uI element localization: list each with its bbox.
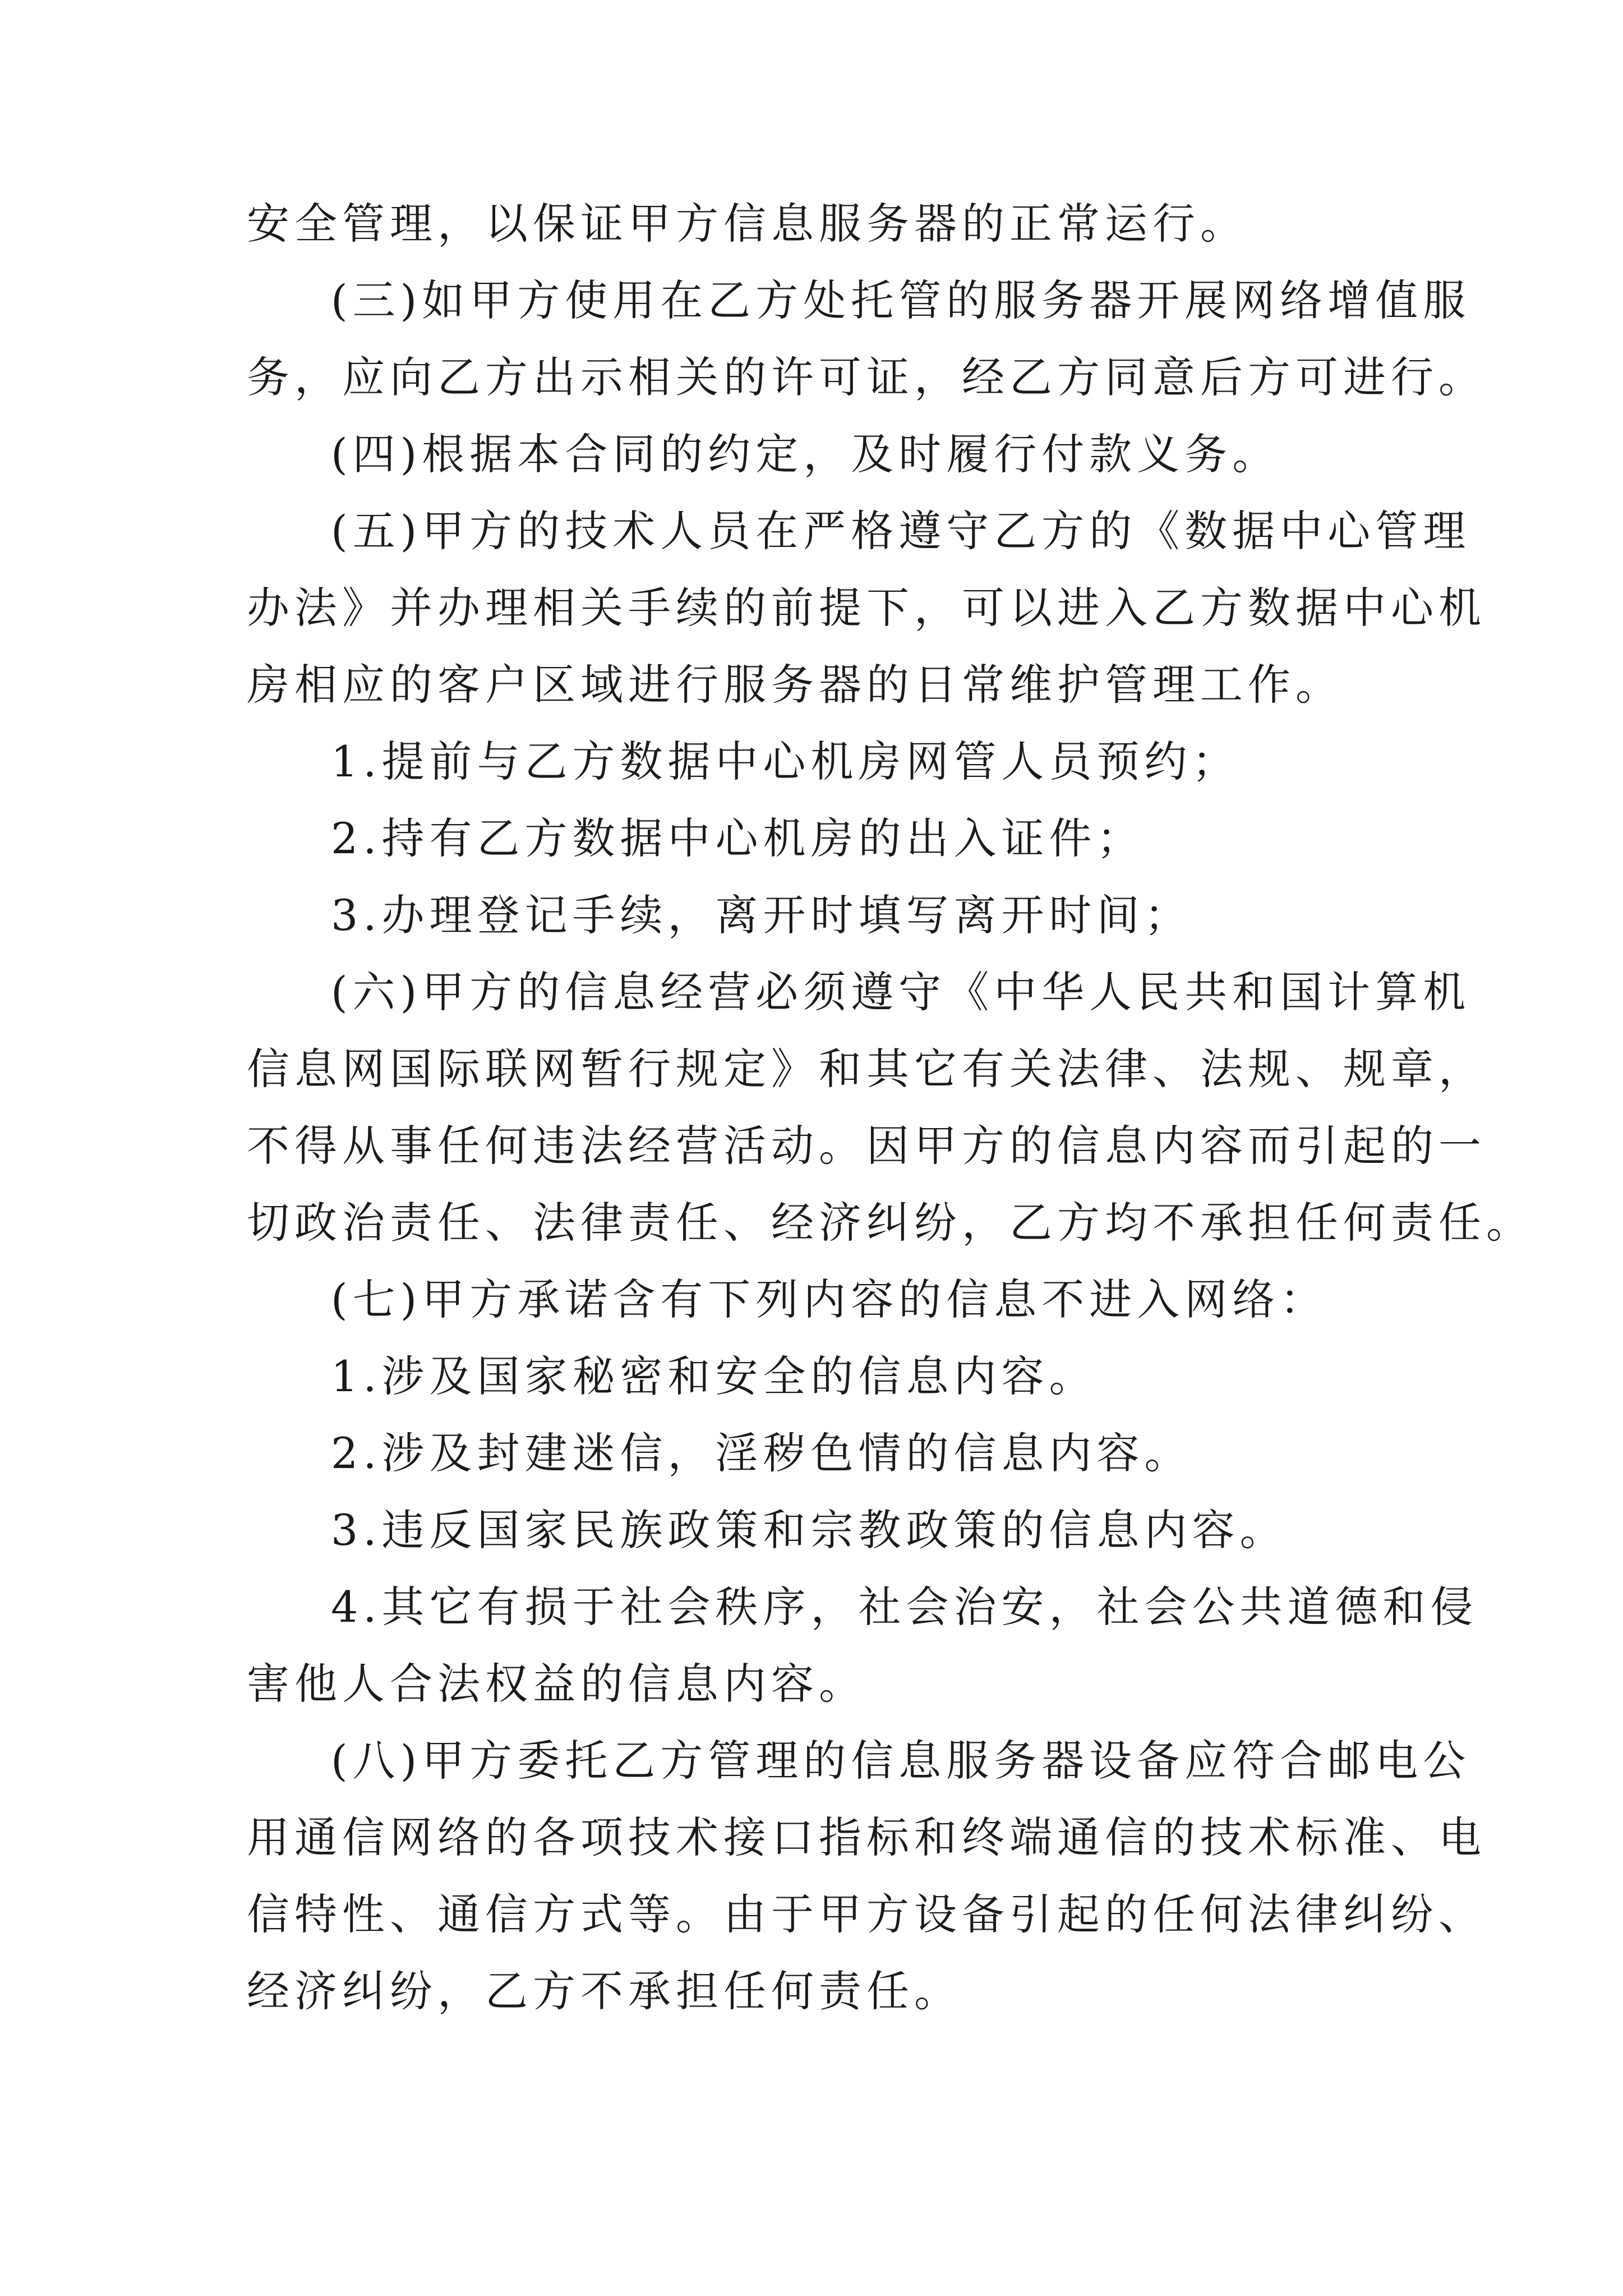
text-line: 用通信网络的各项技术接口指标和终端通信的技术标准、电	[247, 1812, 1486, 1862]
text-line: 安全管理，以保证甲方信息服务器的正常运行。	[247, 199, 1248, 249]
text-line: 不得从事任何违法经营活动。因甲方的信息内容而引起的一	[247, 1121, 1486, 1171]
text-line: 3.办理登记手续，离开时填写离开时间；	[331, 890, 1192, 940]
text-line: 办法》并办理相关手续的前提下，可以进入乙方数据中心机	[247, 583, 1486, 633]
text-line: 2.涉及封建迷信，淫秽色情的信息内容。	[331, 1428, 1192, 1478]
text-line: 害他人合法权益的信息内容。	[247, 1659, 866, 1709]
text-line: (七)甲方承诺含有下列内容的信息不进入网络：	[331, 1274, 1328, 1324]
text-line: (四)根据本合同的约定，及时履行付款义务。	[331, 429, 1280, 479]
text-line: 1.涉及国家秘密和安全的信息内容。	[331, 1351, 1097, 1401]
text-line: 1.提前与乙方数据中心机房网管人员预约；	[331, 737, 1240, 786]
text-line: 房相应的客户区域进行服务器的日常维护管理工作。	[247, 660, 1343, 710]
text-line: 3.违反国家民族政策和宗教政策的信息内容。	[331, 1505, 1288, 1555]
text-line: (八)甲方委托乙方管理的信息服务器设备应符合邮电公	[331, 1736, 1471, 1786]
text-line: 2.持有乙方数据中心机房的出入证件；	[331, 813, 1145, 863]
contract-text	[247, 185, 1534, 2030]
text-line: 经济纠纷，乙方不承担任何责任。	[247, 1966, 962, 2016]
text-line: (六)甲方的信息经营必须遵守《中华人民共和国计算机	[331, 967, 1471, 1017]
text-line: 务，应向乙方出示相关的许可证，经乙方同意后方可进行。	[247, 352, 1486, 402]
text-line: (三)如甲方使用在乙方处托管的服务器开展网络增值服	[331, 275, 1471, 325]
text-line: 切政治责任、法律责任、经济纠纷，乙方均不承担任何责任。	[247, 1198, 1534, 1248]
text-line: (五)甲方的技术人员在严格遵守乙方的《数据中心管理	[331, 506, 1471, 556]
text-line: 信特性、通信方式等。由于甲方设备引起的任何法律纠纷、	[247, 1889, 1486, 1939]
text-line: 信息网国际联网暂行规定》和其它有关法律、法规、规章，	[247, 1044, 1486, 1094]
text-line: 4.其它有损于社会秩序，社会治安，社会公共道德和侵	[331, 1582, 1478, 1632]
